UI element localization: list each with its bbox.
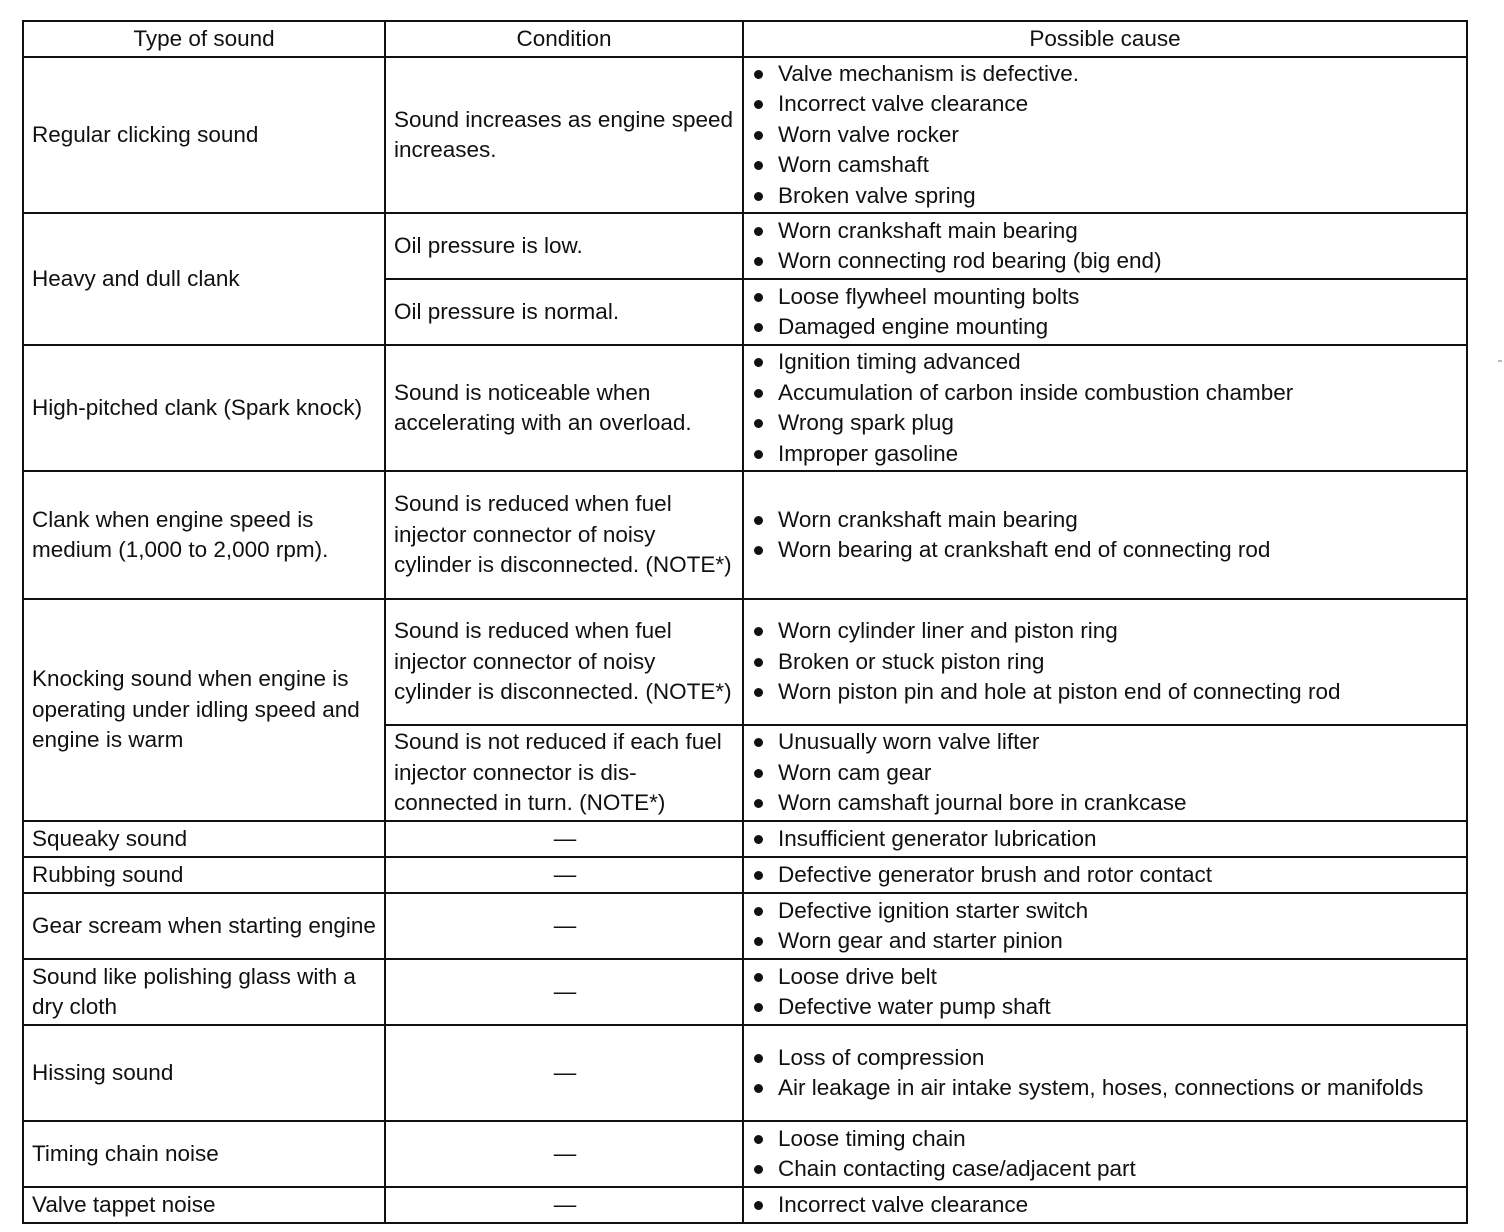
sound-type-cell: High-pitched clank (Spark knock)	[23, 345, 385, 471]
cause-item	[752, 1043, 1458, 1074]
cause-text: Loss of compression	[778, 1044, 985, 1070]
cause-item	[752, 150, 1458, 181]
condition-cell: —	[385, 959, 743, 1025]
bullet-icon	[754, 769, 763, 778]
table-row	[23, 821, 1467, 857]
cause-item	[752, 347, 1458, 378]
table-body	[23, 57, 1467, 1223]
bullet-icon	[754, 799, 763, 808]
cause-item	[752, 181, 1458, 212]
sound-type-cell: Knocking sound when engine is operating under idling speed and engine is warm	[23, 599, 385, 821]
bullet-icon	[754, 293, 763, 302]
edge-scan-mark	[1498, 360, 1502, 362]
table-row	[23, 1187, 1467, 1223]
table-row	[23, 213, 1467, 279]
condition-cell: Sound is not reduced if each fuel injector connector is dis-connected in turn. (NOTE*)	[385, 725, 743, 821]
cause-item	[752, 216, 1458, 247]
sound-type-cell: Gear scream when starting engine	[23, 893, 385, 959]
cause-item	[752, 246, 1458, 277]
table-row	[23, 1121, 1467, 1187]
table-row	[23, 1025, 1467, 1121]
cause-item	[752, 312, 1458, 343]
possible-cause-cell	[743, 1121, 1467, 1187]
possible-cause-cell	[743, 1187, 1467, 1223]
cause-text: Worn bearing at crankshaft end of connecting rod	[778, 537, 1271, 562]
cause-item	[752, 647, 1458, 678]
bullet-icon	[754, 227, 763, 236]
cause-item	[752, 758, 1458, 789]
sound-type-cell: Clank when engine speed is medium (1,000 to 2,000 rpm).	[23, 471, 385, 599]
cause-text: Loose drive belt	[778, 963, 937, 989]
bullet-icon	[754, 70, 763, 79]
cause-text: Accumulation of carbon inside combustion chamber	[778, 379, 1294, 405]
sound-type-cell: Valve tappet noise	[23, 1187, 385, 1223]
table-row	[23, 599, 1467, 725]
cause-text: Worn connecting rod bearing (big end)	[778, 248, 1162, 273]
possible-cause-cell	[743, 959, 1467, 1025]
cause-item	[752, 120, 1458, 151]
cause-text: Incorrect valve clearance	[778, 1191, 1029, 1217]
bullet-icon	[754, 389, 763, 398]
cause-item	[752, 788, 1458, 819]
cause-item	[752, 1073, 1458, 1104]
table-row	[23, 471, 1467, 599]
bullet-icon	[754, 100, 763, 109]
condition-cell: Sound is reduced when fuel injector connector of noisy cylinder is disconnected. (NOTE*)	[385, 471, 743, 599]
header-type-of-sound: Type of sound	[23, 21, 385, 57]
cause-item	[752, 1154, 1458, 1185]
bullet-icon	[754, 627, 763, 636]
cause-text: Damaged engine mounting	[778, 314, 1049, 339]
possible-cause-cell	[743, 279, 1467, 345]
bullet-icon	[754, 257, 763, 266]
bullet-icon	[754, 688, 763, 697]
table-row	[23, 57, 1467, 213]
cause-text: Broken or stuck piston ring	[778, 648, 1045, 674]
possible-cause-cell	[743, 893, 1467, 959]
noise-diagnosis-table	[22, 20, 1468, 1224]
cause-text: Worn camshaft journal bore in crankcase	[778, 790, 1187, 816]
bullet-icon	[754, 1201, 763, 1210]
cause-list	[752, 1043, 1458, 1104]
table-row	[23, 893, 1467, 959]
cause-text: Defective ignition starter switch	[778, 897, 1089, 923]
table-row	[23, 345, 1467, 471]
possible-cause-cell	[743, 213, 1467, 279]
sound-type-cell: Squeaky sound	[23, 821, 385, 857]
cause-item	[752, 896, 1458, 927]
cause-text: Worn gear and starter pinion	[778, 928, 1063, 953]
cause-item	[752, 378, 1458, 409]
cause-text: Worn cylinder liner and piston ring	[778, 618, 1118, 644]
cause-text: Worn crankshaft main bearing	[778, 506, 1078, 532]
cause-item	[752, 616, 1458, 647]
bullet-icon	[754, 419, 763, 428]
cause-item	[752, 408, 1458, 439]
cause-list	[752, 727, 1458, 819]
cause-text: Air leakage in air intake system, hoses, connections or manifolds	[778, 1075, 1424, 1100]
bullet-icon	[754, 131, 763, 140]
cause-list	[752, 962, 1458, 1023]
condition-cell: —	[385, 893, 743, 959]
bullet-icon	[754, 1084, 763, 1093]
cause-item	[752, 535, 1458, 566]
cause-item	[752, 992, 1458, 1023]
bullet-icon	[754, 1003, 763, 1012]
cause-item	[752, 677, 1458, 708]
condition-cell: Oil pressure is normal.	[385, 279, 743, 345]
cause-text: Worn valve rocker	[778, 121, 959, 147]
cause-list	[752, 282, 1458, 343]
header-row	[23, 21, 1467, 57]
cause-text: Wrong spark plug	[778, 410, 954, 435]
condition-cell: —	[385, 1187, 743, 1223]
condition-cell: Sound increases as engine speed increases.	[385, 57, 743, 213]
cause-text: Defective water pump shaft	[778, 994, 1051, 1019]
sound-type-cell: Regular clicking sound	[23, 57, 385, 213]
cause-text: Worn cam gear	[778, 759, 932, 785]
cause-item	[752, 282, 1458, 313]
bullet-icon	[754, 1165, 763, 1174]
cause-text: Defective generator brush and rotor contact	[778, 861, 1212, 887]
bullet-icon	[754, 323, 763, 332]
cause-text: Chain contacting case/adjacent part	[778, 1156, 1136, 1181]
condition-cell: Sound is reduced when fuel injector connector of noisy cylinder is disconnected. (NOTE*)	[385, 599, 743, 725]
header-possible-cause: Possible cause	[743, 21, 1467, 57]
condition-cell: Sound is noticeable when accelerating with an overload.	[385, 345, 743, 471]
cause-text: Incorrect valve clearance	[778, 91, 1029, 117]
table-row	[23, 959, 1467, 1025]
sound-type-cell: Hissing sound	[23, 1025, 385, 1121]
condition-cell: Oil pressure is low.	[385, 213, 743, 279]
condition-cell: —	[385, 1025, 743, 1121]
cause-text: Loose timing chain	[778, 1125, 966, 1151]
cause-item	[752, 962, 1458, 993]
possible-cause-cell	[743, 345, 1467, 471]
bullet-icon	[754, 738, 763, 747]
possible-cause-cell	[743, 57, 1467, 213]
bullet-icon	[754, 516, 763, 525]
bullet-icon	[754, 1054, 763, 1063]
bullet-icon	[754, 973, 763, 982]
cause-text: Broken valve spring	[778, 182, 976, 208]
cause-list	[752, 896, 1458, 957]
cause-text: Valve mechanism is defective.	[778, 60, 1079, 86]
condition-cell: —	[385, 857, 743, 893]
possible-cause-cell	[743, 1025, 1467, 1121]
cause-text: Worn piston pin and hole at piston end of connecting rod	[778, 679, 1341, 705]
cause-text: Insufficient generator lubrication	[778, 825, 1097, 851]
bullet-icon	[754, 161, 763, 170]
cause-item	[752, 439, 1458, 470]
header-condition: Condition	[385, 21, 743, 57]
cause-list	[752, 347, 1458, 469]
cause-text: Unusually worn valve lifter	[778, 729, 1040, 755]
cause-list	[752, 505, 1458, 566]
cause-list	[752, 1190, 1458, 1221]
cause-item	[752, 727, 1458, 758]
cause-text: Ignition timing advanced	[778, 349, 1021, 374]
cause-list	[752, 216, 1458, 277]
cause-item	[752, 89, 1458, 120]
bullet-icon	[754, 835, 763, 844]
possible-cause-cell	[743, 599, 1467, 725]
sound-type-cell: Rubbing sound	[23, 857, 385, 893]
bullet-icon	[754, 192, 763, 201]
bullet-icon	[754, 907, 763, 916]
bullet-icon	[754, 937, 763, 946]
bullet-icon	[754, 450, 763, 459]
cause-text: Improper gasoline	[778, 440, 959, 466]
cause-item	[752, 1124, 1458, 1155]
possible-cause-cell	[743, 857, 1467, 893]
bullet-icon	[754, 1135, 763, 1144]
bullet-icon	[754, 658, 763, 667]
condition-cell: —	[385, 1121, 743, 1187]
cause-text: Loose flywheel mounting bolts	[778, 283, 1080, 309]
cause-list	[752, 824, 1458, 855]
cause-item	[752, 59, 1458, 90]
bullet-icon	[754, 871, 763, 880]
cause-item	[752, 505, 1458, 536]
bullet-icon	[754, 546, 763, 555]
cause-list	[752, 616, 1458, 708]
cause-item	[752, 1190, 1458, 1221]
condition-cell: —	[385, 821, 743, 857]
bullet-icon	[754, 358, 763, 367]
cause-text: Worn crankshaft main bearing	[778, 217, 1078, 243]
table-row	[23, 857, 1467, 893]
sound-type-cell: Heavy and dull clank	[23, 213, 385, 345]
possible-cause-cell	[743, 471, 1467, 599]
cause-item	[752, 860, 1458, 891]
cause-list	[752, 860, 1458, 891]
possible-cause-cell	[743, 725, 1467, 821]
cause-list	[752, 1124, 1458, 1185]
cause-item	[752, 926, 1458, 957]
sound-type-cell: Sound like polishing glass with a dry cloth	[23, 959, 385, 1025]
sound-type-cell: Timing chain noise	[23, 1121, 385, 1187]
cause-item	[752, 824, 1458, 855]
cause-text: Worn camshaft	[778, 152, 929, 178]
cause-list	[752, 59, 1458, 212]
possible-cause-cell	[743, 821, 1467, 857]
